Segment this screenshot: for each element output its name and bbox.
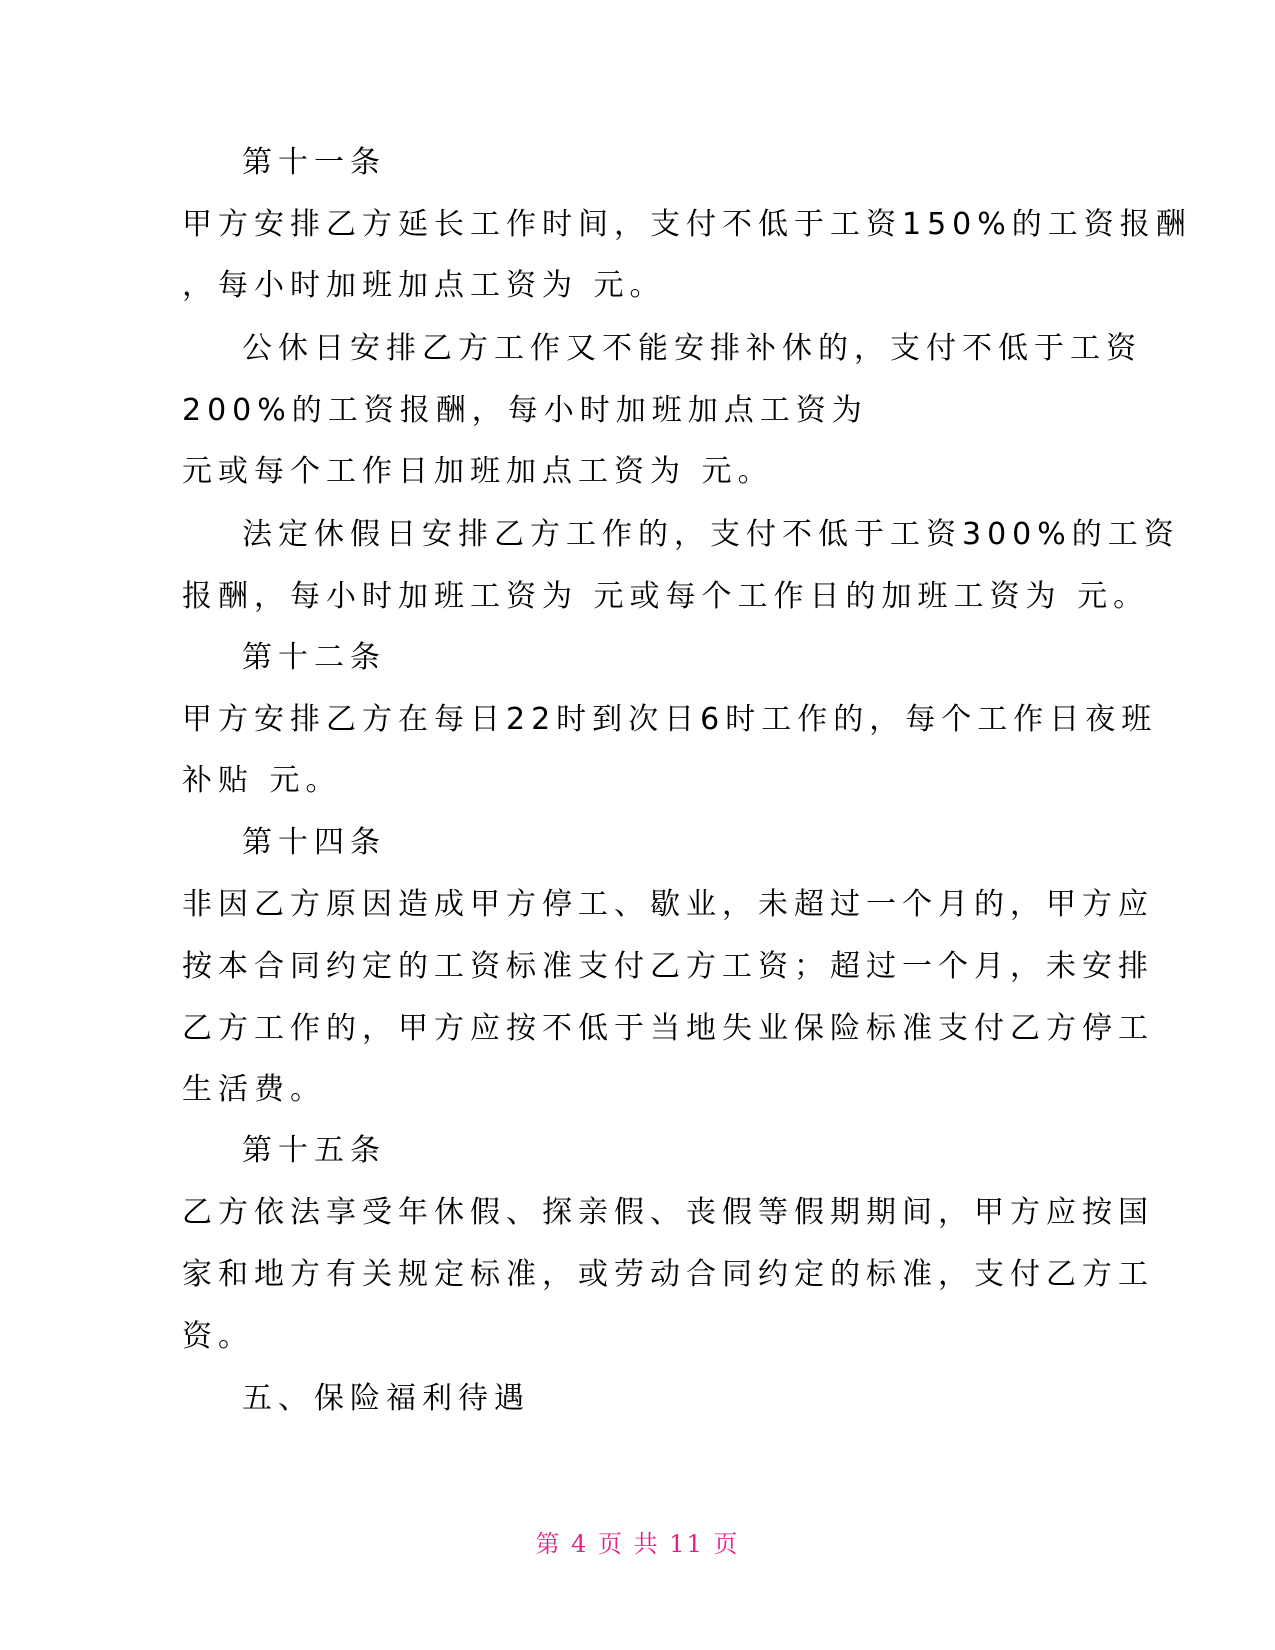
article-heading-12: 第十二条 bbox=[242, 640, 386, 675]
paragraph-line: 报酬，每小时加班工资为 元或每个工作日的加班工资为 元。 bbox=[182, 579, 1150, 614]
paragraph-line: 法定休假日安排乙方工作的，支付不低于工资300%的工资 bbox=[242, 517, 1180, 552]
article-heading-14: 第十四条 bbox=[242, 825, 386, 860]
paragraph-line: 乙方依法享受年休假、探亲假、丧假等假期期间，甲方应按国 bbox=[182, 1195, 1154, 1230]
paragraph-line: 元或每个工作日加班加点工资为 元。 bbox=[182, 454, 774, 489]
paragraph-line: 按本合同约定的工资标准支付乙方工资；超过一个月，未安排 bbox=[182, 949, 1154, 984]
paragraph-line: 资。 bbox=[182, 1319, 254, 1354]
paragraph-line: 家和地方有关规定标准，或劳动合同约定的标准，支付乙方工 bbox=[182, 1257, 1154, 1292]
paragraph-line: 200%的工资报酬，每小时加班加点工资为 bbox=[182, 393, 868, 428]
paragraph-line: 甲方安排乙方在每日22时到次日6时工作的，每个工作日夜班 bbox=[182, 702, 1158, 737]
paragraph-line: ，每小时加班加点工资为 元。 bbox=[182, 268, 666, 303]
article-heading-15: 第十五条 bbox=[242, 1133, 386, 1168]
paragraph-line: 生活费。 bbox=[182, 1072, 326, 1107]
article-heading-11: 第十一条 bbox=[242, 145, 386, 180]
paragraph-line: 公休日安排乙方工作又不能安排补休的，支付不低于工资 bbox=[242, 331, 1142, 366]
paragraph-line: 乙方工作的，甲方应按不低于当地失业保险标准支付乙方停工 bbox=[182, 1011, 1154, 1046]
paragraph-line: 非因乙方原因造成甲方停工、歇业，未超过一个月的，甲方应 bbox=[182, 887, 1154, 922]
paragraph-line: 补贴 元。 bbox=[182, 763, 342, 798]
paragraph-line: 甲方安排乙方延长工作时间，支付不低于工资150%的工资报酬 bbox=[182, 207, 1192, 242]
page-number-footer: 第 4 页 共 11 页 bbox=[535, 1530, 740, 1558]
section-heading: 五、保险福利待遇 bbox=[242, 1381, 530, 1416]
